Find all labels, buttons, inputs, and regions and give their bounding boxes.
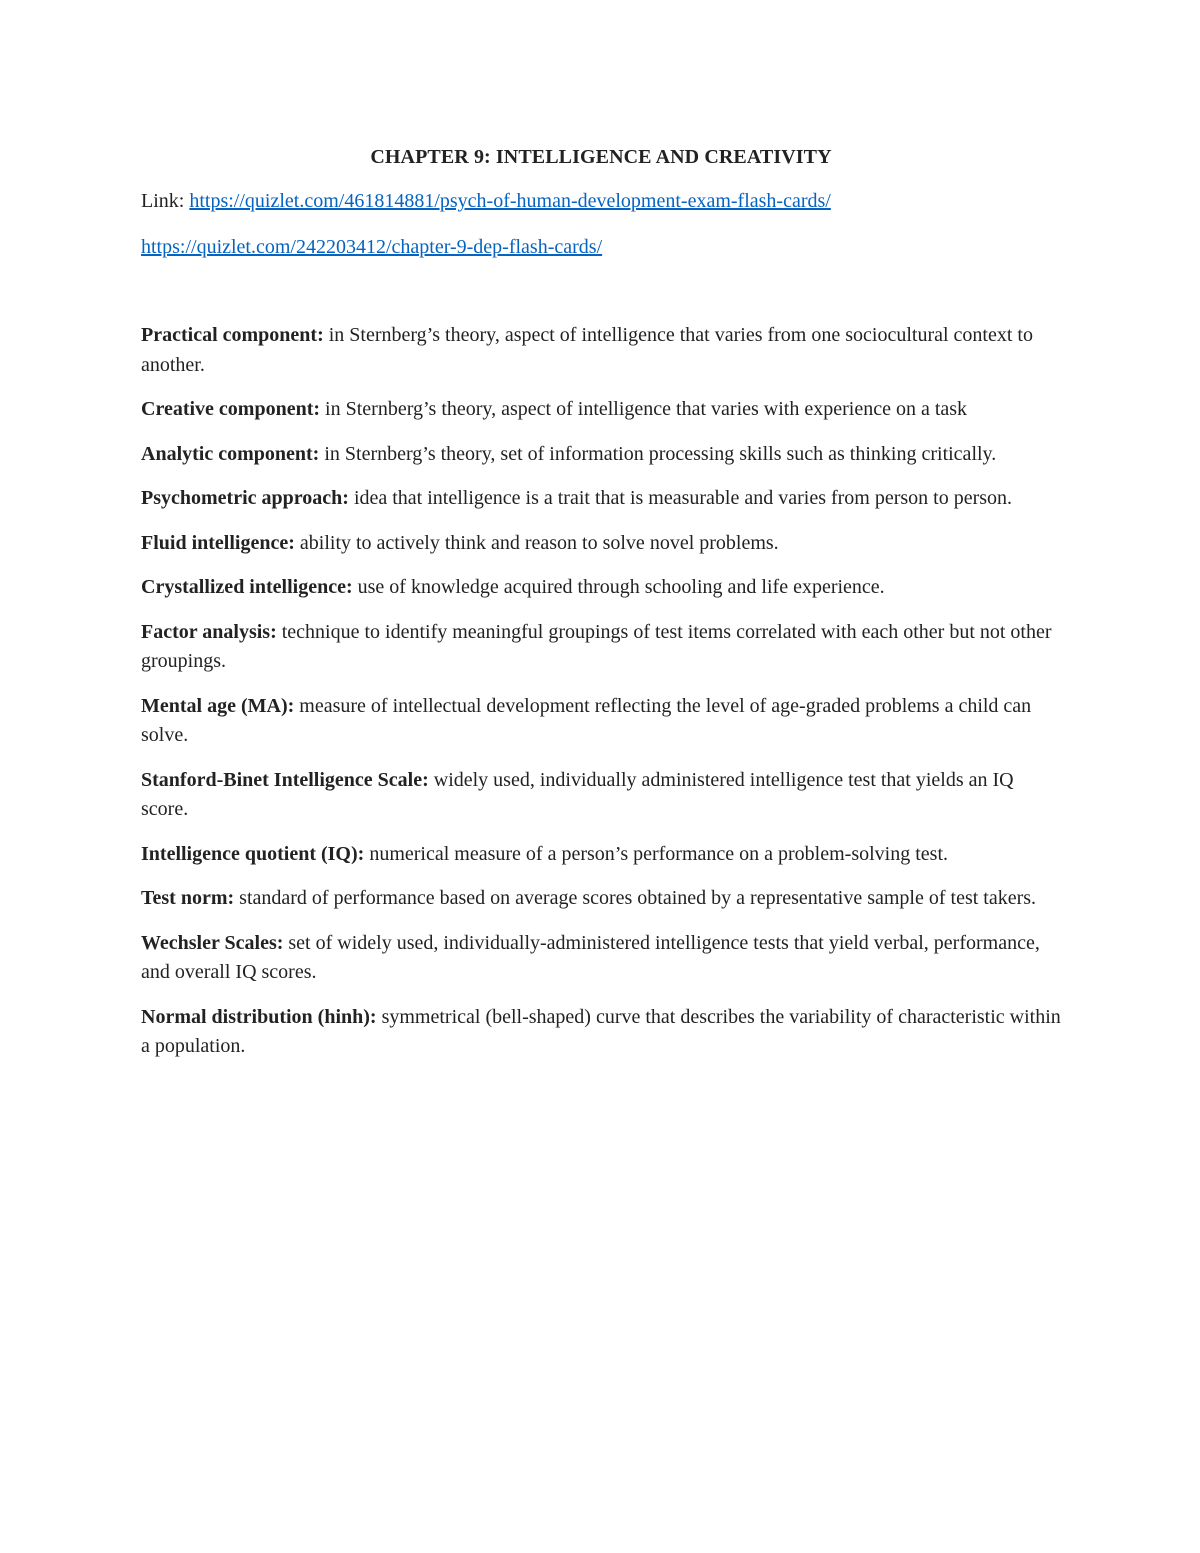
glossary-definition: in Sternberg’s theory, aspect of intelligence that varies with experience on a task — [325, 398, 968, 420]
glossary-item — [141, 692, 1061, 751]
glossary-item — [141, 1003, 1061, 1062]
glossary-term: Crystallized intelligence: — [141, 576, 353, 598]
quizlet-link-2[interactable]: https://quizlet.com/242203412/chapter-9-dep-flash-cards/ — [141, 236, 603, 258]
link-label: Link: — [141, 190, 185, 212]
glossary-definition: set of widely used, individually-administered intelligence tests that yield verbal, performance, and overall IQ scores. — [141, 931, 1040, 983]
quizlet-link-1[interactable]: https://quizlet.com/461814881/psych-of-human-development-exam-flash-cards/ — [189, 190, 831, 212]
glossary-definition: in Sternberg’s theory, aspect of intelligence that varies from one sociocultural context to another. — [141, 324, 1033, 376]
glossary-definition: idea that intelligence is a trait that is measurable and varies from person to person. — [353, 487, 1013, 509]
glossary-item — [141, 573, 1061, 603]
glossary-term: Test norm: — [141, 887, 235, 909]
glossary-term: Psychometric approach: — [141, 487, 349, 509]
glossary-term: Practical component: — [141, 324, 324, 346]
glossary-definition: use of knowledge acquired through schooling and life experience. — [357, 576, 885, 598]
glossary-item — [141, 840, 1061, 870]
glossary-list — [141, 321, 1061, 1077]
glossary-definition: standard of performance based on average scores obtained by a representative sample of test takers. — [239, 887, 1037, 909]
glossary-item — [141, 484, 1061, 514]
glossary-item — [141, 766, 1061, 825]
glossary-term: Creative component: — [141, 398, 321, 420]
glossary-term: Normal distribution (hinh): — [141, 1005, 377, 1028]
glossary-definition: numerical measure of a person’s performance on a problem-solving test. — [369, 842, 949, 865]
glossary-definition: widely used, individually administered intelligence test that yields an IQ score. — [141, 768, 1014, 820]
glossary-item — [141, 884, 1061, 914]
glossary-term: Fluid intelligence: — [141, 531, 295, 554]
glossary-term: Factor analysis: — [141, 620, 277, 643]
glossary-definition: symmetrical (bell-shaped) curve that describes the variability of characteristic within a population. — [141, 1005, 1061, 1057]
glossary-item — [141, 395, 1061, 425]
glossary-item — [141, 529, 1061, 559]
glossary-definition: technique to identify meaningful groupings of test items correlated with each other but not other groupings. — [141, 620, 1052, 672]
glossary-item — [141, 618, 1061, 677]
glossary-definition: ability to actively think and reason to solve novel problems. — [299, 531, 779, 554]
glossary-item — [141, 929, 1061, 988]
glossary-item — [141, 440, 1061, 470]
glossary-definition: in Sternberg’s theory, set of information processing skills such as thinking critically. — [324, 442, 997, 465]
link-line-1 — [141, 187, 831, 215]
chapter-title: CHAPTER 9: INTELLIGENCE AND CREATIVITY — [370, 146, 832, 168]
glossary-term: Wechsler Scales: — [141, 931, 284, 954]
glossary-term: Mental age (MA): — [141, 694, 295, 717]
link-line-2 — [141, 233, 602, 261]
glossary-item — [141, 321, 1061, 380]
glossary-term: Intelligence quotient (IQ): — [141, 842, 365, 865]
glossary-term: Analytic component: — [141, 442, 320, 465]
glossary-definition: measure of intellectual development reflecting the level of age-graded problems a child can solve. — [141, 694, 1032, 746]
glossary-term: Stanford-Binet Intelligence Scale: — [141, 768, 429, 791]
